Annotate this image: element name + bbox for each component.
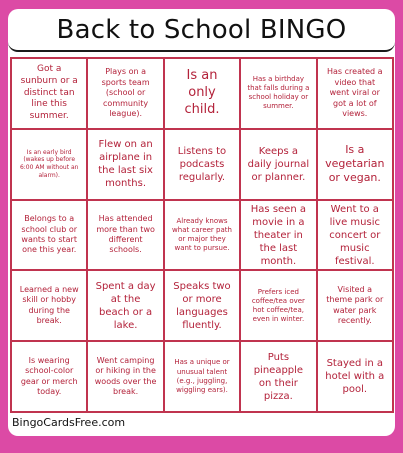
bingo-card [8,9,395,436]
bingo-cell[interactable]: Flew on an airplane in the last six months. [87,129,163,200]
card-title: Back to School BINGO [8,9,395,52]
bingo-grid [10,57,394,413]
bingo-cell[interactable]: Went to a live music concert or music festival. [317,200,393,271]
bingo-cell[interactable]: Has a unique or unusual talent (e.g., juggling, wiggling ears). [164,341,240,412]
bingo-cell[interactable]: Has seen a movie in a theater in the last month. [240,200,316,271]
bingo-cell[interactable]: Has attended more than two different schools. [87,200,163,271]
bingo-cell[interactable]: Learned a new skill or hobby during the break. [11,270,87,341]
bingo-cell[interactable]: Stayed in a hotel with a pool. [317,341,393,412]
bingo-cell[interactable]: Belongs to a school club or wants to start one this year. [11,200,87,271]
bingo-cell[interactable]: Plays on a sports team (school or community league). [87,58,163,129]
bingo-cell[interactable]: Listens to podcasts regularly. [164,129,240,200]
bingo-cell[interactable]: Prefers iced coffee/tea over hot coffee/tea, even in winter. [240,270,316,341]
bingo-cell[interactable]: Is an only child. [164,58,240,129]
bingo-cell[interactable]: Has created a video that went viral or got a lot of views. [317,58,393,129]
bingo-cell[interactable]: Got a sunburn or a distinct tan line this summer. [11,58,87,129]
bingo-cell[interactable]: Has a birthday that falls during a school holiday or summer. [240,58,316,129]
bingo-cell[interactable]: Is an early bird (wakes up before 6:00 AM without an alarm). [11,129,87,200]
bingo-cell[interactable]: Is a vegetarian or vegan. [317,129,393,200]
bingo-cell[interactable]: Puts pineapple on their pizza. [240,341,316,412]
bingo-cell[interactable]: Spent a day at the beach or a lake. [87,270,163,341]
bingo-cell[interactable]: Keeps a daily journal or planner. [240,129,316,200]
bingo-cell[interactable]: Speaks two or more languages fluently. [164,270,240,341]
bingo-cell[interactable]: Visited a theme park or water park recently. [317,270,393,341]
bingo-cell[interactable]: Is wearing school-color gear or merch today. [11,341,87,412]
bingo-cell[interactable]: Went camping or hiking in the woods over the break. [87,341,163,412]
site-credit: BingoCardsFree.com [12,416,126,429]
bingo-cell[interactable]: Already knows what career path or major they want to pursue. [164,200,240,271]
